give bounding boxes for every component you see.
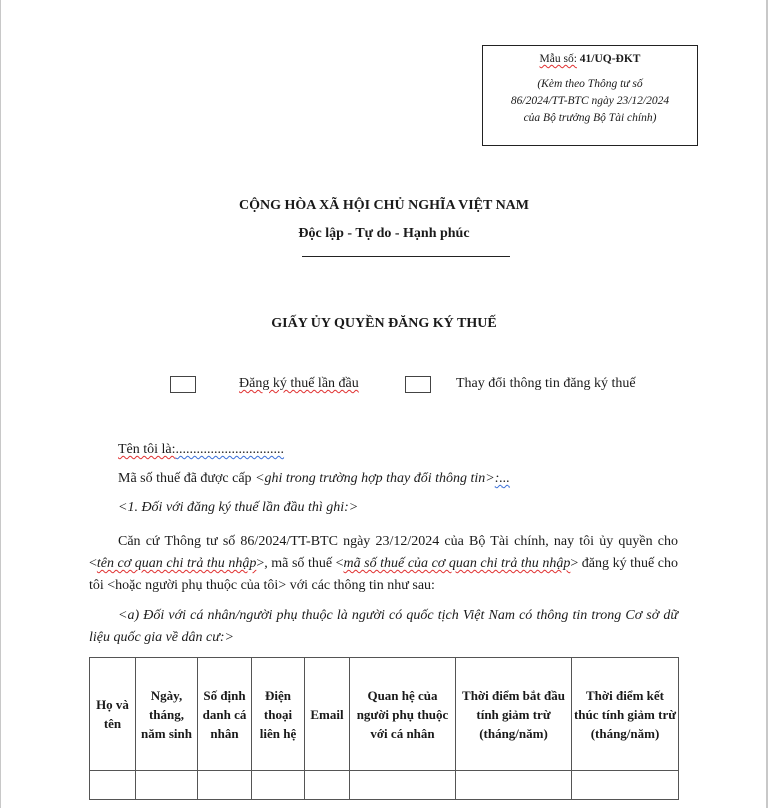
auth-text-1: Căn cứ Thông tư số 86/2024/TT-BTC ngày 23/12/2024 của Bộ Tài chính, nay tôi ủy quyền cho < [89,534,678,571]
form-code-box [482,45,698,146]
section-1-note: <1. Đối với đăng ký thuế lần đầu thì ghi:> [118,500,359,515]
form-note [483,76,697,127]
auth-text-3: > đăng ký thuế cho tôi <hoặc người phụ thuộc của tôi> với các thông tin như sau: [89,556,678,593]
form-code-label: Mẫu số: [539,53,577,65]
col-header-personal-id: Số định danh cá nhân [198,658,252,771]
tax-code-hint: <ghi trong trường hợp thay đổi thông tin> [255,471,495,486]
section-a-note: <a) Đối với cá nhân/người phụ thuộc là người có quốc tịch Việt Nam có thông tin trong Cơ sở dữ liệu quốc gia về dân cư:> [89,608,678,645]
form-code [483,51,697,68]
option-first-registration-label: Đăng ký thuế lần đầu [239,376,359,391]
table-cell[interactable] [572,771,679,800]
auth-text-2: >, mã số thuế < [256,556,344,571]
col-header-full-name: Họ và tên [90,658,136,771]
header-rule [302,256,510,257]
table-cell[interactable] [198,771,252,800]
name-field[interactable]: ............................... [175,442,285,457]
dependent-info-table [89,657,679,800]
table-cell[interactable] [252,771,305,800]
table-cell[interactable] [305,771,350,800]
col-header-phone: Điện thoại liên hệ [252,658,305,771]
form-note-line3: của Bộ trưởng Bộ Tài chính) [523,112,657,124]
checkbox-change-info[interactable] [405,376,431,393]
form-note-line1: (Kèm theo Thông tư số [537,78,643,90]
col-header-relationship: Quan hệ của người phụ thuộc với cá nhân [350,658,456,771]
table-cell[interactable] [350,771,456,800]
table-cell[interactable] [456,771,572,800]
option-change-info-label: Thay đổi thông tin đăng ký thuế [456,376,636,391]
document-title: GIẤY ỦY QUYỀN ĐĂNG KÝ THUẾ [271,316,497,331]
col-header-start-time: Thời điểm bắt đầu tính giảm trừ (tháng/năm) [456,658,572,771]
form-note-line2: 86/2024/TT-BTC ngày 23/12/2024 [510,95,670,107]
table-cell[interactable] [136,771,198,800]
table-row [90,771,679,800]
form-code-value: 41/UQ-ĐKT [579,53,641,65]
tax-code-field[interactable]: :... [494,471,510,486]
name-label: Tên tôi là: [118,442,176,457]
col-header-end-time: Thời điểm kết thúc tính giảm trừ (tháng/năm) [572,658,679,771]
col-header-date-of-birth: Ngày, tháng, năm sinh [136,658,198,771]
table-header-row [90,658,679,771]
page-left-edge [0,0,1,808]
auth-placeholder-tax-code: mã số thuế của cơ quan chi trả thu nhập [343,556,571,571]
table-cell[interactable] [90,771,136,800]
name-line [118,439,284,461]
authorization-paragraph [89,531,678,597]
auth-placeholder-agency: tên cơ quan chi trả thu nhập [96,556,257,571]
tax-code-line [118,468,510,490]
checkbox-first-registration[interactable] [170,376,196,393]
motto-heading: Độc lập - Tự do - Hạnh phúc [298,226,470,241]
nation-heading: CỘNG HÒA XÃ HỘI CHỦ NGHĨA VIỆT NAM [238,198,529,213]
col-header-email: Email [305,658,350,771]
tax-code-label: Mã số thuế đã được cấp [118,471,256,486]
